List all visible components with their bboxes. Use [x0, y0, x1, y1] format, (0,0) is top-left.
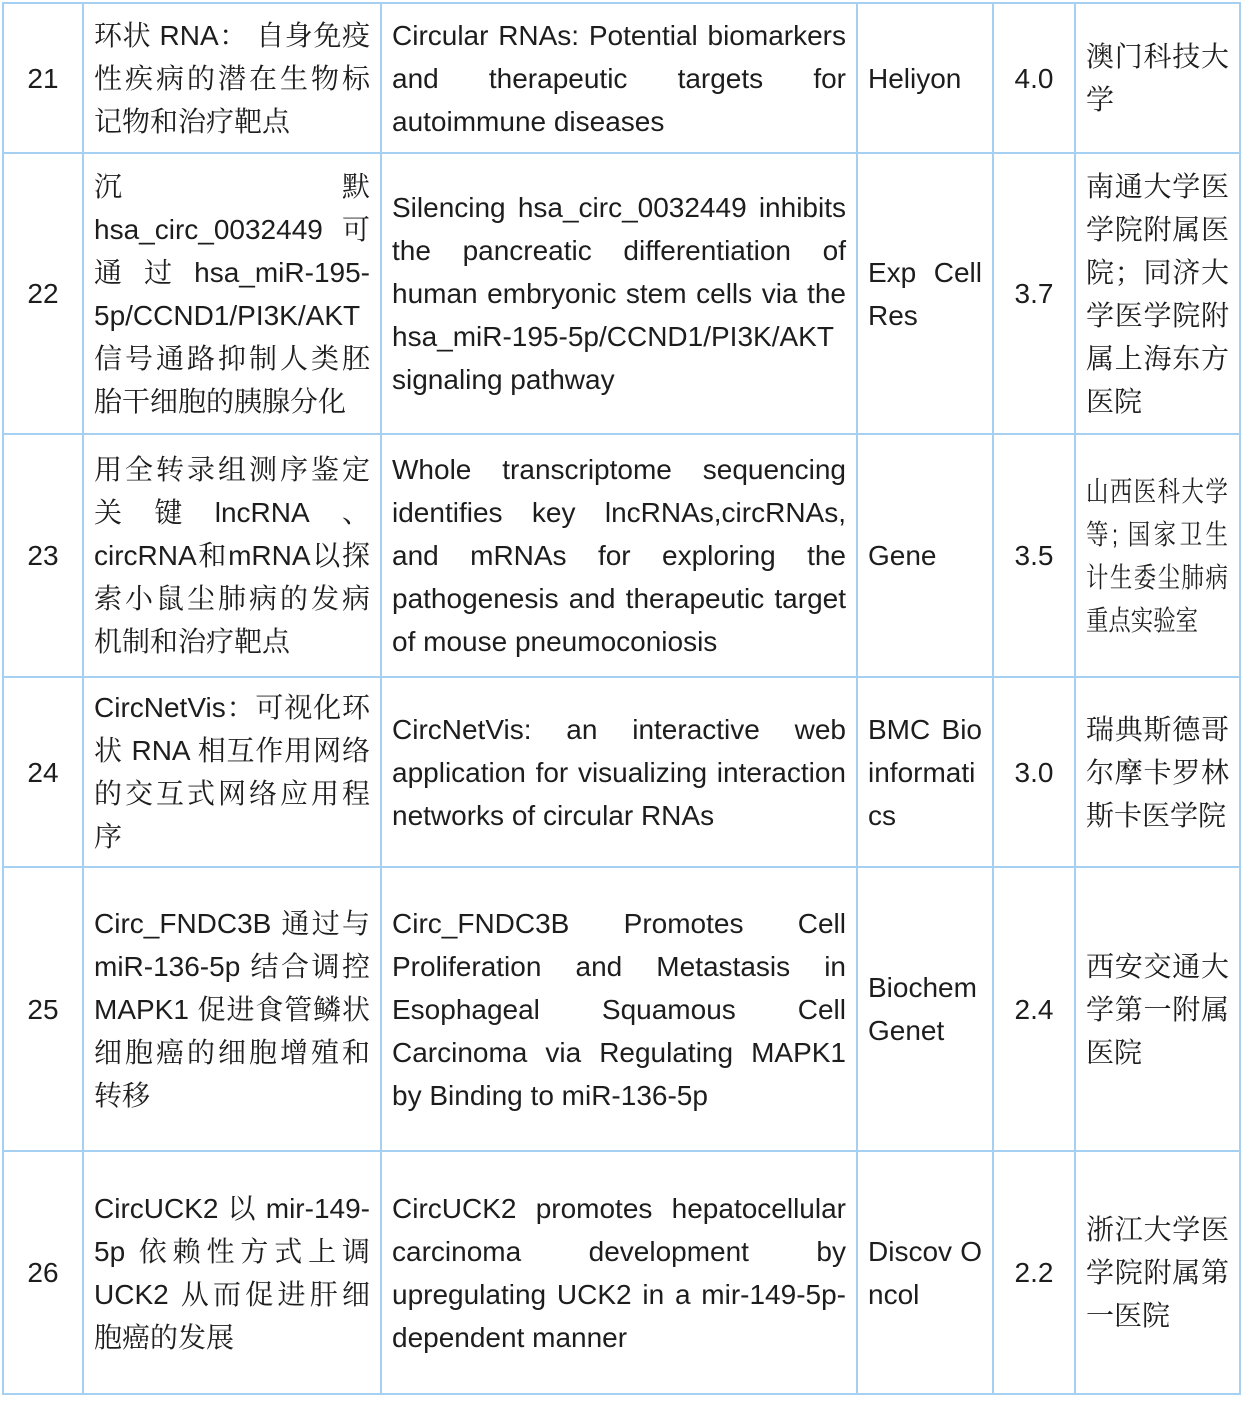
institution: 瑞典斯德哥尔摩卡罗林斯卡医学院	[1075, 677, 1240, 867]
row-number: 21	[3, 3, 83, 153]
row-number: 23	[3, 434, 83, 677]
row-number: 25	[3, 867, 83, 1151]
title-english: Whole transcriptome sequencing identifies key lncRNAs,circRNAs, and mRNAs for exploring the pathogenesis and therapeutic target of mouse pneumoconiosis	[381, 434, 857, 677]
journal-name: BMC Bioinformatics	[857, 677, 993, 867]
title-chinese: 环状 RNA： 自身免疫性疾病的潜在生物标记物和治疗靶点	[83, 3, 381, 153]
impact-factor: 4.0	[993, 3, 1075, 153]
row-number: 22	[3, 153, 83, 434]
impact-factor: 3.5	[993, 434, 1075, 677]
title-chinese: CircUCK2 以 mir-149-5p 依赖性方式上调 UCK2 从而促进肝细胞癌的发展	[83, 1151, 381, 1394]
table-row	[3, 3, 1240, 153]
title-english: CircUCK2 promotes hepatocellular carcinoma development by upregulating UCK2 in a mir-149-5p-dependent manner	[381, 1151, 857, 1394]
institution: 浙江大学医学院附属第一医院	[1075, 1151, 1240, 1394]
title-chinese: CircNetVis：可视化环状 RNA 相互作用网络的交互式网络应用程序	[83, 677, 381, 867]
institution-condensed-text: 山西医科大学等; 国家卫生计生委尘肺病重点实验室	[1086, 475, 1228, 636]
title-english: CircNetVis: an interactive web application for visualizing interaction networks of circular RNAs	[381, 677, 857, 867]
journal-name: Gene	[857, 434, 993, 677]
row-number: 26	[3, 1151, 83, 1394]
table-row	[3, 677, 1240, 867]
impact-factor: 2.2	[993, 1151, 1075, 1394]
row-number: 24	[3, 677, 83, 867]
institution	[1075, 434, 1240, 677]
title-english: Circular RNAs: Potential biomarkers and therapeutic targets for autoimmune diseases	[381, 3, 857, 153]
institution: 澳门科技大学	[1075, 3, 1240, 153]
table-row	[3, 867, 1240, 1151]
journal-name: Heliyon	[857, 3, 993, 153]
title-english: Circ_FNDC3B Promotes Cell Proliferation and Metastasis in Esophageal Squamous Cell Carcinoma via Regulating MAPK1 by Binding to miR-136-5p	[381, 867, 857, 1151]
journal-name: Biochem Genet	[857, 867, 993, 1151]
impact-factor: 2.4	[993, 867, 1075, 1151]
title-chinese: Circ_FNDC3B 通过与 miR-136-5p 结合调控 MAPK1 促进食管鳞状细胞癌的细胞增殖和转移	[83, 867, 381, 1151]
table-row	[3, 434, 1240, 677]
papers-table	[2, 2, 1241, 1395]
title-english: Silencing hsa_circ_0032449 inhibits the pancreatic differentiation of human embryonic stem cells via the hsa_miR-195-5p/CCND1/PI3K/AKT signaling pathway	[381, 153, 857, 434]
institution: 南通大学医学院附属医院；同济大学医学院附属上海东方医院	[1075, 153, 1240, 434]
title-chinese: 沉默hsa_circ_0032449可通过hsa_miR-195-5p/CCND1/PI3K/AKT信号通路抑制人类胚胎干细胞的胰腺分化	[83, 153, 381, 434]
title-chinese: 用全转录组测序鉴定关键lncRNA、circRNA和mRNA以探索小鼠尘肺病的发病机制和治疗靶点	[83, 434, 381, 677]
impact-factor: 3.7	[993, 153, 1075, 434]
table-row	[3, 153, 1240, 434]
institution: 西安交通大学第一附属医院	[1075, 867, 1240, 1151]
table-row	[3, 1151, 1240, 1394]
journal-name: Exp Cell Res	[857, 153, 993, 434]
impact-factor: 3.0	[993, 677, 1075, 867]
journal-name: Discov Oncol	[857, 1151, 993, 1394]
